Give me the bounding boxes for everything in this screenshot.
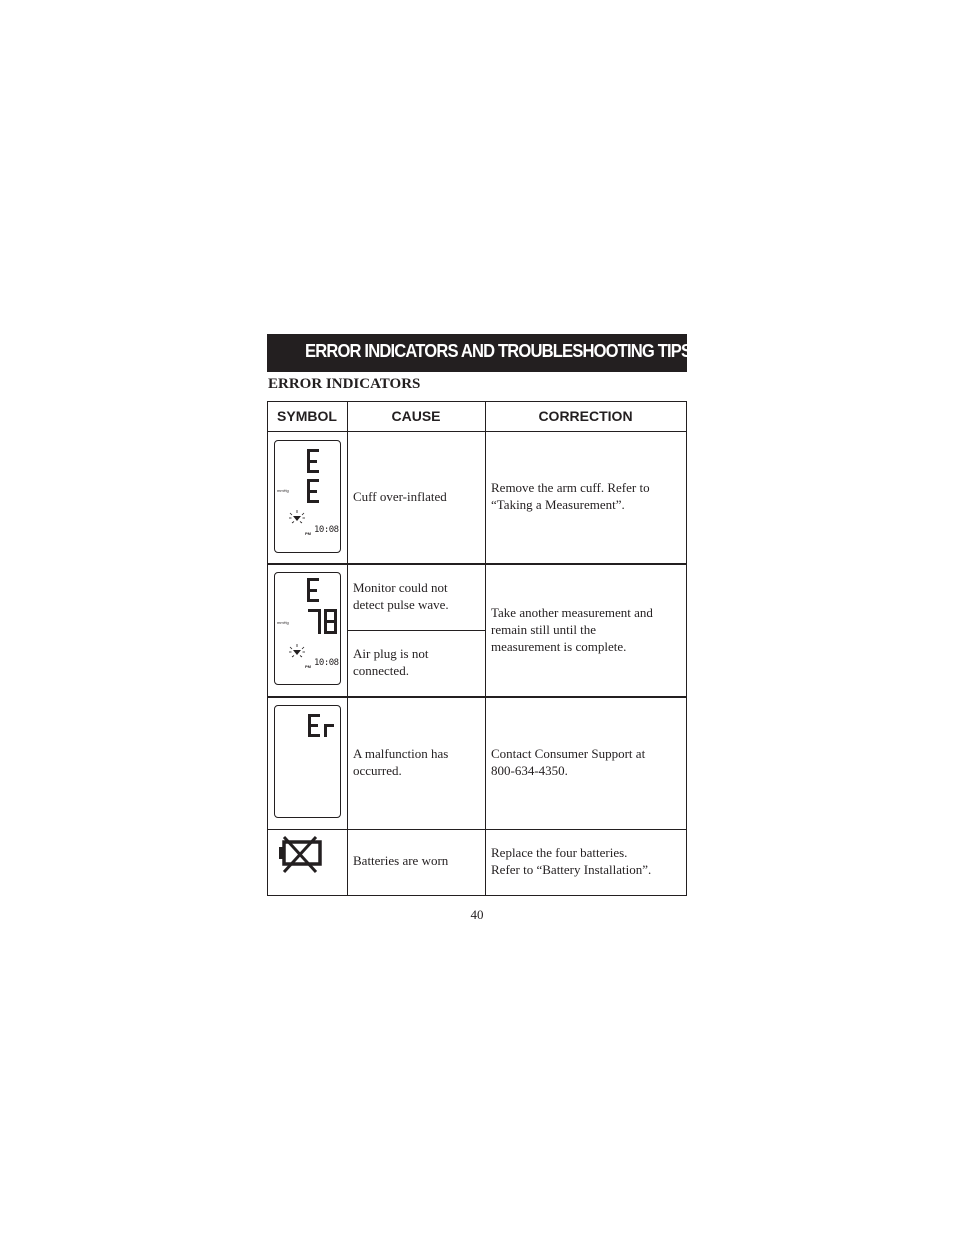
battery-crossed-icon [276, 836, 324, 876]
cause-text: Monitor could not detect pulse wave. [353, 580, 449, 612]
unit-label: mmHg [277, 620, 289, 625]
lcd-digits [275, 706, 340, 817]
correction-text: Replace the four batteries. Refer to “Battery Installation”. [491, 845, 652, 877]
page-title: ERROR INDICATORS AND TROUBLESHOOTING TIPS [305, 341, 692, 361]
page-number: 40 [470, 907, 484, 922]
am-pm-label: PM [305, 531, 311, 536]
heart-icon [288, 509, 306, 527]
am-pm-label: PM [305, 664, 311, 669]
lcd-display-ee [274, 440, 341, 553]
column-header-correction: CORRECTION [538, 408, 633, 424]
section-title: ERROR INDICATORS [268, 376, 421, 392]
cause-text: Cuff over-inflated [353, 489, 447, 504]
correction-text: Remove the arm cuff. Refer to “Taking a Measurement”. [491, 480, 650, 512]
cause-text: Batteries are worn [353, 853, 449, 868]
lcd-display-e78 [274, 572, 341, 685]
cause-text: A malfunction has occurred. [353, 746, 449, 778]
lcd-display-er [274, 705, 341, 818]
unit-label: mmHg [277, 488, 289, 493]
heart-icon [288, 643, 306, 661]
time-display: 10:08 [314, 658, 339, 668]
time-display: 10:08 [314, 525, 339, 535]
correction-text: Contact Consumer Support at 800-634-4350. [491, 746, 646, 778]
section-header-bar [267, 334, 692, 372]
correction-text: Take another measurement and remain still until the measurement is complete. [491, 605, 653, 654]
column-header-cause: CAUSE [391, 408, 441, 424]
column-header-symbol: SYMBOL [277, 408, 337, 424]
cause-text: Air plug is not connected. [353, 646, 429, 678]
